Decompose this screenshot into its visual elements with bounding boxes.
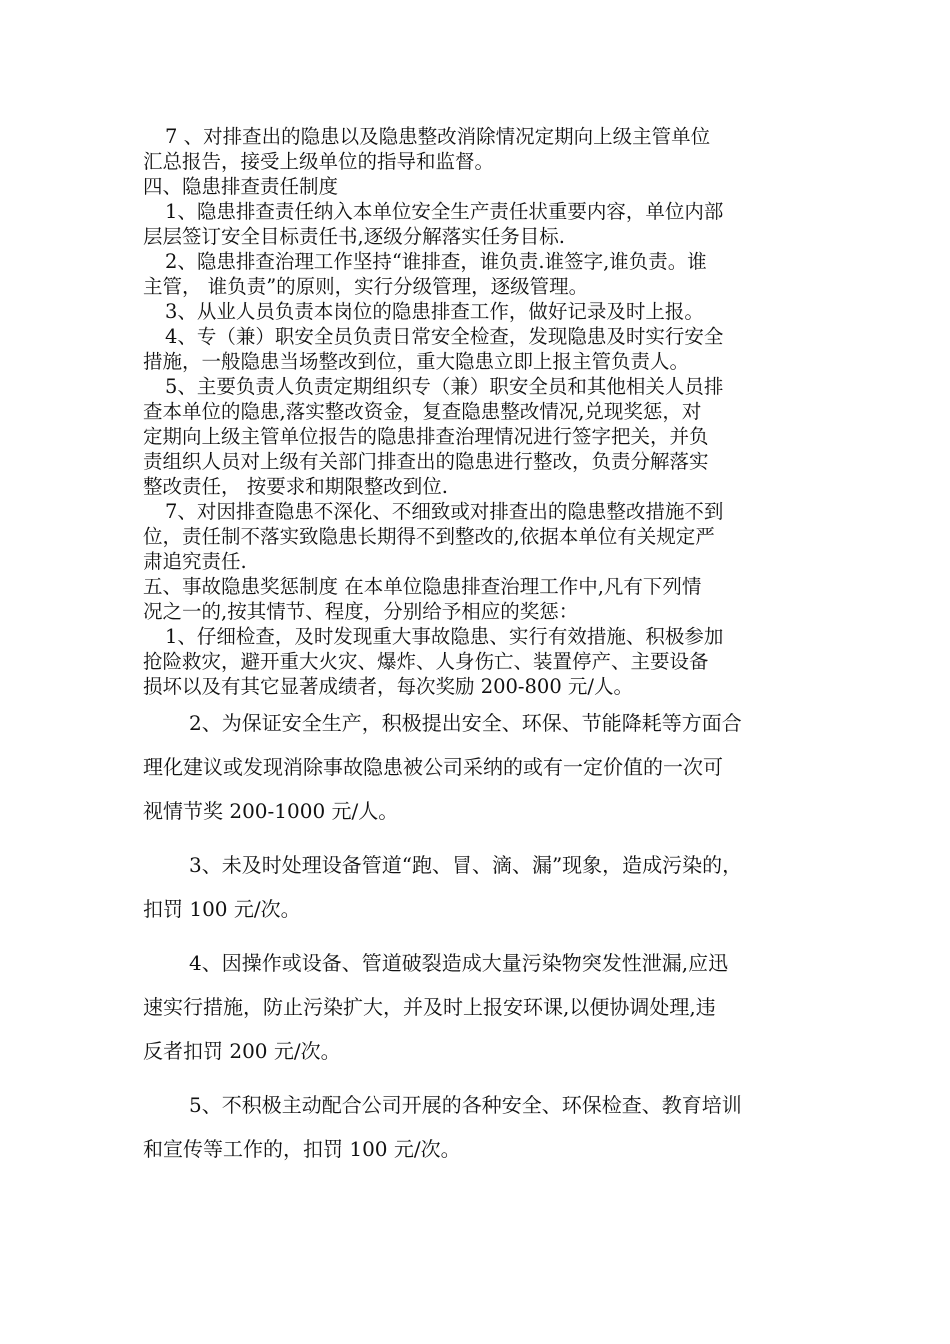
text-line: 7 、对排查出的隐患以及隐患整改消除情况定期向上级主管单位 [165,125,711,148]
document-body [143,124,808,1171]
text-line: 责组织人员对上级有关部门排查出的隐患进行整改，负责分解落实 [143,450,709,473]
text-line: 4、专（兼）职安全员负责日常安全检查，发现隐患及时实行安全 [165,325,724,348]
text-line: 2、隐患排查治理工作坚持“谁排查，谁负责.谁签字,谁负责。谁 [165,250,707,273]
text-line: 抢险救灾，避开重大火灾、爆炸、人身伤亡、装置停产、主要设备 [143,650,709,673]
text-line: 汇总报告，接受上级单位的指导和监督。 [143,150,495,173]
text-line: 3、从业人员负责本岗位的隐患排查工作，做好记录及时上报。 [165,300,704,323]
text-line: 视情节奖 200-1000 元/人。 [143,799,399,823]
text-line: 1、仔细检查，及时发现重大事故隐患、实行有效措施、积极参加 [165,625,724,648]
text-line: 7、对因排查隐患不深化、不细致或对排查出的隐患整改措施不到 [165,500,724,523]
text-line: 层层签订安全目标责任书,逐级分解落实任务目标. [143,225,565,248]
paragraph [143,701,808,833]
text-line: 2、为保证安全生产，积极提出安全、环保、节能降耗等方面合 [189,711,742,735]
text-line: 和宣传等工作的，扣罚 100 元/次。 [143,1137,461,1161]
text-line: 四、隐患排查责任制度 [143,175,339,198]
text-line: 3、未及时处理设备管道“跑、冒、滴、漏”现象，造成污染的， [189,853,743,877]
tight-text-block [143,124,808,699]
paragraph [143,941,808,1073]
text-line: 1、隐患排查责任纳入本单位安全生产责任状重要内容，单位内部 [165,200,724,223]
text-line: 4、因操作或设备、管道破裂造成大量污染物突发性泄漏,应迅 [189,951,729,975]
text-line: 位，责任制不落实致隐患长期得不到整改的,依据本单位有关规定严 [143,525,715,548]
text-line: 查本单位的隐患,落实整改资金，复查隐患整改情况,兑现奖惩，对 [143,400,702,423]
text-line: 肃追究责任. [143,550,247,573]
loose-text-block [143,701,808,1171]
text-line: 5、不积极主动配合公司开展的各种安全、环保检查、教育培训 [189,1093,742,1117]
text-line: 措施，一般隐患当场整改到位，重大隐患立即上报主管负责人。 [143,350,690,373]
text-line: 5、主要负责人负责定期组织专（兼）职安全员和其他相关人员排 [165,375,724,398]
text-line: 主管， 谁负责”的原则，实行分级管理，逐级管理。 [143,275,589,298]
paragraph [143,843,808,931]
text-line: 整改责任， 按要求和期限整改到位. [143,475,448,498]
paragraph [143,1083,808,1171]
text-line: 况之一的,按其情节、程度，分别给予相应的奖惩： [143,600,579,623]
text-line: 损坏以及有其它显著成绩者，每次奖励 200-800 元/人。 [143,675,633,698]
text-line: 反者扣罚 200 元/次。 [143,1039,341,1063]
text-line: 理化建议或发现消除事故隐患被公司采纳的或有一定价值的一次可 [143,755,723,779]
text-line: 速实行措施，防止污染扩大，并及时上报安环课,以便协调处理,违 [143,995,716,1019]
text-line: 定期向上级主管单位报告的隐患排查治理情况进行签字把关，并负 [143,425,709,448]
text-line: 五、事故隐患奖惩制度 在本单位隐患排查治理工作中,凡有下列情 [143,575,702,598]
text-line: 扣罚 100 元/次。 [143,897,301,921]
